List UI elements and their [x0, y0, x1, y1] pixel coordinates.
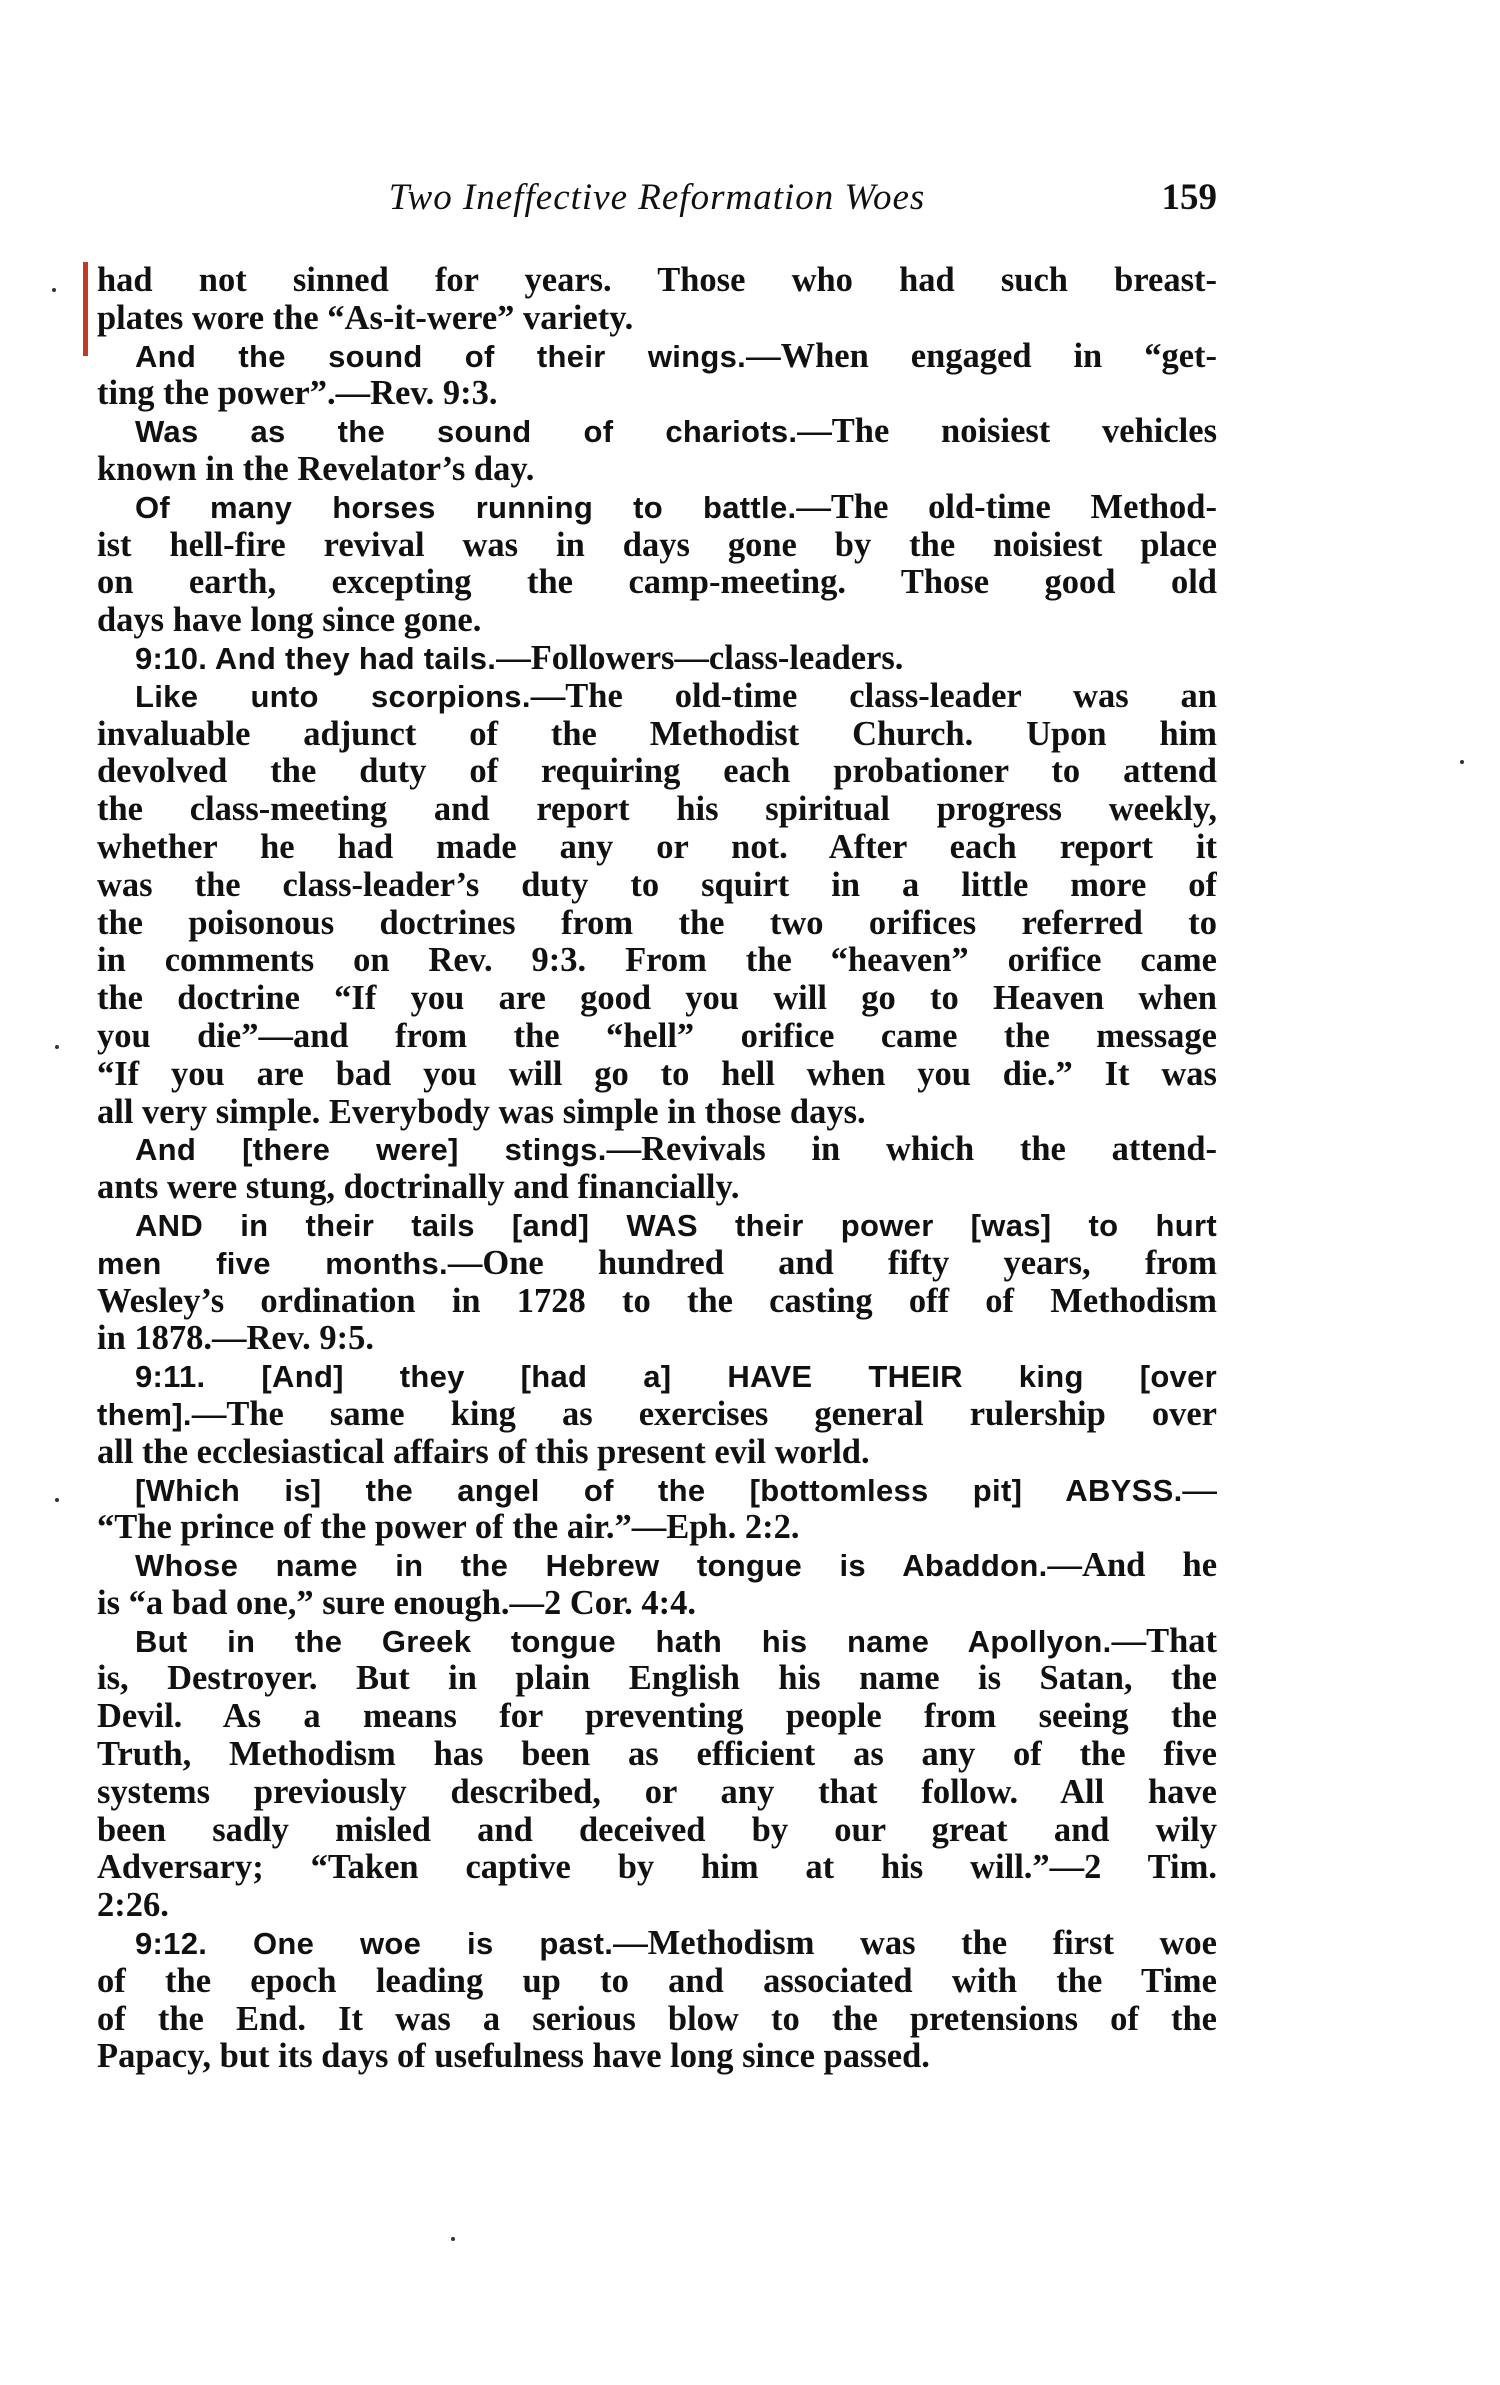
text-line	[97, 375, 1217, 413]
line-text: Adversary; “Taken captive by him at his will.”—2 Tim.	[97, 1849, 1217, 1887]
text-line	[97, 753, 1217, 791]
verse-lead: 9:10. And they had tails.	[135, 640, 497, 676]
text-line	[97, 1320, 1217, 1358]
margin-speck	[55, 1498, 59, 1502]
verse-lead: men five months.	[97, 1245, 448, 1281]
text-line	[97, 1698, 1217, 1736]
line-text: the poisonous doctrines from the two orifices referred to	[97, 904, 1217, 942]
line-text: all the ecclesiastical affairs of this present evil world.	[97, 1433, 870, 1471]
margin-speck	[52, 288, 56, 292]
line-text: the doctrine “If you are good you will go to Heaven when	[97, 980, 1217, 1018]
text-line	[97, 1131, 1217, 1169]
text-line	[97, 564, 1217, 602]
text-line	[97, 262, 1217, 300]
verse-lead: Whose name in the Hebrew tongue is Abaddon.	[135, 1548, 1048, 1584]
body-text	[97, 262, 1217, 2076]
margin-speck	[451, 2237, 455, 2241]
line-text: invaluable adjunct of the Methodist Church. Upon him	[97, 715, 1217, 753]
line-text: in 1878.—Rev. 9:5.	[97, 1320, 374, 1358]
line-text: Devil. As a means for preventing people from seeing the	[97, 1698, 1217, 1736]
verse-lead: them].	[97, 1396, 192, 1432]
line-text: —One hundred and fifty years, from	[447, 1244, 1217, 1282]
verse-lead: Like unto scorpions.	[135, 678, 531, 714]
line-text: ants were stung, doctrinally and financially.	[97, 1169, 740, 1207]
line-text: —The noisiest vehicles	[797, 413, 1217, 451]
text-line	[97, 602, 1217, 640]
text-line	[97, 1812, 1217, 1850]
verse-lead: 9:11. [And] they [had a] HAVE THEIR king [over	[135, 1359, 1217, 1395]
text-line	[97, 640, 1217, 678]
line-text: 2:26.	[97, 1887, 169, 1925]
line-text: all very simple. Everybody was simple in those days.	[97, 1093, 866, 1131]
text-line	[97, 2001, 1217, 2039]
text-line	[97, 451, 1217, 489]
text-line	[97, 942, 1217, 980]
line-text: —The old-time class-leader was an	[530, 677, 1217, 715]
line-text: is, Destroyer. But in plain English his name is Satan, the	[97, 1660, 1217, 1698]
line-text: known in the Revelator’s day.	[97, 450, 535, 488]
text-line	[97, 980, 1217, 1018]
line-text: in comments on Rev. 9:3. From the “heaven” orifice came	[97, 942, 1217, 980]
text-line	[97, 1434, 1217, 1472]
text-line	[97, 489, 1217, 527]
line-text: Truth, Methodism has been as efficient as any of the five	[97, 1736, 1217, 1774]
line-text: “The prince of the power of the air.”—Eph. 2:2.	[97, 1509, 800, 1547]
line-text: “If you are bad you will go to hell when you die.” It was	[97, 1055, 1217, 1093]
verse-lead: [Which is] the angel of the [bottomless pit] ABYSS.	[135, 1472, 1183, 1508]
margin-speck	[1460, 760, 1464, 764]
line-text: —The same king as exercises general rulership over	[191, 1395, 1217, 1433]
verse-lead: And the sound of their wings.	[135, 338, 747, 374]
margin-mark	[83, 262, 88, 356]
page-header	[97, 176, 1217, 228]
text-line	[97, 1169, 1217, 1207]
line-text: was the class-leader’s duty to squirt in a little more of	[97, 866, 1217, 904]
text-line	[97, 1585, 1217, 1623]
text-line	[97, 1509, 1217, 1547]
text-line	[97, 300, 1217, 338]
line-text: been sadly misled and deceived by our great and wily	[97, 1811, 1217, 1849]
verse-lead: 9:12. One woe is past.	[135, 1926, 614, 1962]
text-line	[97, 1660, 1217, 1698]
verse-lead: AND in their tails [and] WAS their power [was] to hurt	[135, 1207, 1217, 1243]
line-text: plates wore the “As-it-were” variety.	[97, 299, 634, 337]
running-title: Two Ineffective Reformation Woes	[388, 177, 926, 218]
text-line	[97, 678, 1217, 716]
line-text: —That	[1111, 1622, 1217, 1660]
text-line	[97, 1774, 1217, 1812]
text-line	[97, 1018, 1217, 1056]
line-text: —When engaged in “get-	[746, 337, 1217, 375]
text-line	[97, 1925, 1217, 1963]
text-line	[97, 905, 1217, 943]
text-line	[97, 829, 1217, 867]
line-text: whether he had made any or not. After each report it	[97, 828, 1217, 866]
text-line	[97, 527, 1217, 565]
line-text: ist hell-fire revival was in days gone by the noisiest place	[97, 526, 1217, 564]
line-text: of the End. It was a serious blow to the pretensions of the	[97, 2000, 1217, 2038]
text-line	[97, 1094, 1217, 1132]
margin-speck	[55, 1045, 59, 1049]
text-line	[97, 867, 1217, 905]
line-text: —Methodism was the first woe	[613, 1925, 1217, 1963]
line-text: had not sinned for years. Those who had such breast-	[97, 262, 1217, 299]
text-line	[97, 413, 1217, 451]
line-text: —And he	[1047, 1547, 1217, 1585]
line-text: ting the power”.—Rev. 9:3.	[97, 375, 498, 413]
text-line	[97, 338, 1217, 376]
text-line	[97, 1245, 1217, 1283]
text-line	[97, 1396, 1217, 1434]
text-line	[97, 1358, 1217, 1396]
page-number: 159	[1161, 177, 1217, 218]
verse-lead: But in the Greek tongue hath his name Apollyon.	[135, 1623, 1112, 1659]
line-text: Wesley’s ordination in 1728 to the casting off of Methodism	[97, 1282, 1217, 1320]
text-line	[97, 791, 1217, 829]
line-text: —Followers—class-leaders.	[496, 639, 904, 677]
text-line	[97, 1736, 1217, 1774]
text-line	[97, 1963, 1217, 2001]
text-line	[97, 1849, 1217, 1887]
verse-lead: And [there were] stings.	[135, 1132, 607, 1168]
text-line	[97, 1472, 1217, 1510]
line-text: the class-meeting and report his spiritual progress weekly,	[97, 791, 1217, 829]
text-line	[97, 1283, 1217, 1321]
line-text: is “a bad one,” sure enough.—2 Cor. 4:4.	[97, 1584, 697, 1622]
line-text: devolved the duty of requiring each probationer to attend	[97, 753, 1217, 791]
line-text: of the epoch leading up to and associated with the Time	[97, 1962, 1217, 2000]
text-line	[97, 1623, 1217, 1661]
text-line	[97, 1056, 1217, 1094]
verse-lead: Was as the sound of chariots.	[135, 414, 798, 450]
line-text: —The old-time Method-	[796, 488, 1217, 526]
text-line	[97, 1887, 1217, 1925]
line-text: systems previously described, or any that follow. All have	[97, 1773, 1217, 1811]
text-line	[97, 1547, 1217, 1585]
text-line	[97, 2038, 1217, 2076]
verse-lead: Of many horses running to battle.	[135, 489, 797, 525]
line-text: —	[1182, 1471, 1217, 1509]
text-line	[97, 716, 1217, 754]
line-text: Papacy, but its days of usefulness have long since passed.	[97, 2038, 930, 2076]
line-text: days have long since gone.	[97, 602, 482, 640]
text-line	[97, 1207, 1217, 1245]
line-text: you die”—and from the “hell” orifice came the message	[97, 1017, 1217, 1055]
line-text: on earth, excepting the camp-meeting. Those good old	[97, 564, 1217, 602]
line-text: —Revivals in which the attend-	[606, 1131, 1217, 1169]
